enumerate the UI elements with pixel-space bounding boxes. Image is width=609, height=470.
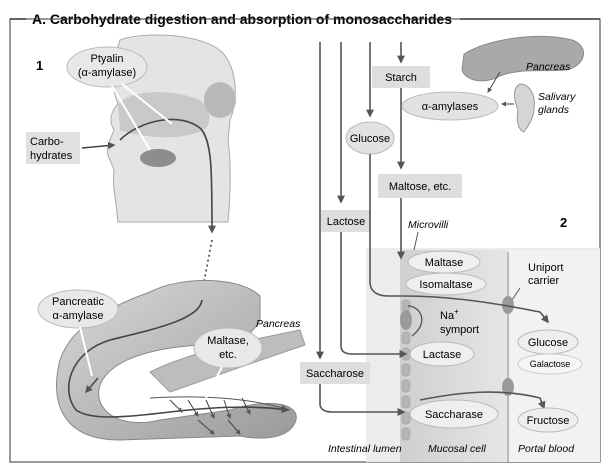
pancreas-label-panel2: Pancreas bbox=[526, 61, 571, 73]
fructose-label: Fructose bbox=[526, 415, 570, 427]
alpha-amylases-label: α-amylases bbox=[421, 101, 479, 113]
microvilli-pointer bbox=[414, 232, 418, 250]
glucose-out-label: Glucose bbox=[527, 337, 569, 349]
na-symport-carrier bbox=[400, 310, 412, 330]
ptyalin-label-1: Ptyalin bbox=[90, 53, 124, 65]
salivary-label-2: glands bbox=[538, 104, 569, 116]
pancreas-organ bbox=[462, 36, 583, 80]
salivary-gland-organ bbox=[515, 84, 535, 132]
food-bolus bbox=[140, 149, 176, 167]
panel-1-number: 1 bbox=[36, 58, 44, 73]
galactose-label: Galactose bbox=[529, 359, 571, 369]
uniport-label-1: Uniport bbox=[528, 262, 564, 274]
starch-label: Starch bbox=[385, 72, 417, 84]
saccharase-label: Saccharase bbox=[424, 409, 484, 421]
portal-blood-label: Portal blood bbox=[518, 443, 575, 455]
intestinal-lumen-label: Intestinal lumen bbox=[328, 443, 402, 455]
salivary-label-1: Salivary bbox=[538, 91, 576, 103]
na-symport-label-na: Na+ bbox=[440, 307, 459, 322]
saccharose-label: Saccharose bbox=[305, 368, 365, 380]
uniport-label-2: carrier bbox=[528, 275, 560, 287]
carbohydrates-label-1: Carbo- bbox=[30, 136, 64, 148]
lactase-label: Lactase bbox=[422, 349, 462, 361]
maltase-etc-label-1: Maltase, bbox=[207, 335, 249, 347]
carbohydrates-label-2: hydrates bbox=[30, 150, 73, 162]
maltase-etc-label-2: etc. bbox=[219, 349, 237, 361]
pancreatic-amylase-label-2: α-amylase bbox=[52, 310, 104, 322]
panel-2 bbox=[300, 36, 600, 462]
pancreatic-amylase-label-1: Pancreatic bbox=[52, 296, 104, 308]
lactose-label: Lactose bbox=[326, 216, 366, 228]
maltase-etc-bubble bbox=[194, 328, 262, 368]
na-symport-label-2: symport bbox=[440, 324, 480, 336]
mucosal-cell-label: Mucosal cell bbox=[428, 443, 486, 455]
salivary-gland-head bbox=[204, 82, 236, 118]
microvilli-label: Microvilli bbox=[408, 219, 449, 231]
figure-title: A. Carbohydrate digestion and absorption of monosaccharides bbox=[32, 11, 453, 27]
maltase-label: Maltase bbox=[424, 257, 464, 269]
pancreas-label-panel1: Pancreas bbox=[256, 318, 301, 330]
ptyalin-label-2: (α-amylase) bbox=[77, 67, 137, 79]
isomaltase-label: Isomaltase bbox=[419, 279, 473, 291]
panel-2-number: 2 bbox=[560, 215, 568, 230]
panel-1 bbox=[26, 35, 305, 440]
glucose-top-label: Glucose bbox=[349, 133, 391, 145]
maltose-label: Maltose, etc. bbox=[388, 181, 452, 193]
